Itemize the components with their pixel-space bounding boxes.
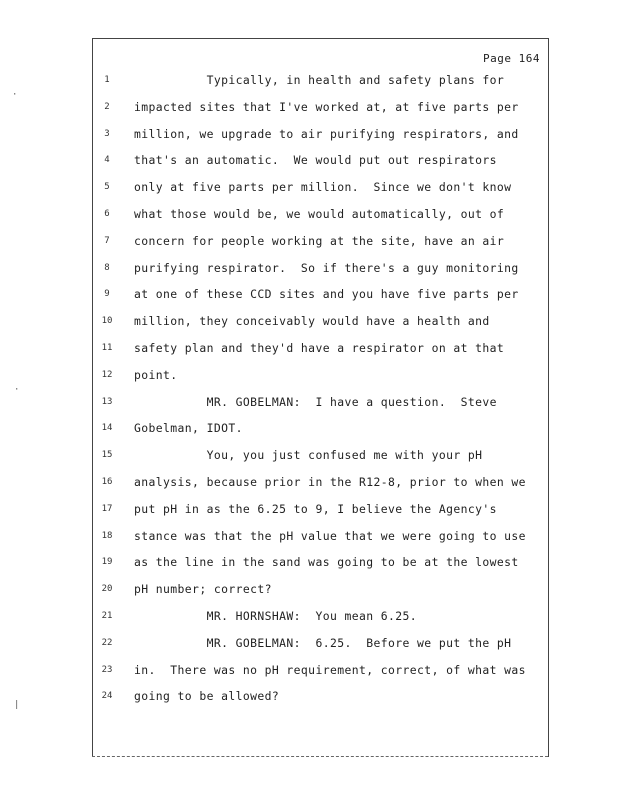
line-number: 15	[101, 450, 113, 461]
line-text: impacted sites that I've worked at, at five parts per	[134, 99, 519, 114]
transcript-line	[92, 127, 547, 143]
line-number: 20	[101, 584, 113, 595]
line-text: MR. GOBELMAN: 6.25. Before we put the pH	[134, 635, 512, 650]
transcript-line	[92, 234, 547, 250]
line-number: 5	[104, 182, 110, 193]
transcript-line	[92, 287, 547, 303]
transcript-line	[92, 395, 547, 411]
transcript-line	[92, 100, 547, 116]
line-text: stance was that the pH value that we were going to use	[134, 528, 526, 543]
transcript-line	[92, 502, 547, 518]
line-number: 10	[101, 316, 113, 327]
transcript-line	[92, 448, 547, 464]
transcript-line	[92, 636, 547, 652]
transcript-line	[92, 368, 547, 384]
line-text: MR. GOBELMAN: I have a question. Steve	[134, 394, 497, 409]
line-text: analysis, because prior in the R12-8, prior to when we	[134, 475, 526, 489]
transcript-line	[92, 689, 547, 705]
line-number: 22	[101, 637, 113, 648]
transcript-line	[92, 341, 547, 357]
line-number: 6	[104, 209, 110, 219]
line-number: 7	[104, 235, 110, 246]
transcript-line	[92, 609, 547, 625]
line-number: 21	[101, 611, 113, 621]
margin-speck: ·	[12, 90, 18, 100]
transcript-line	[92, 555, 547, 571]
line-text: million, we upgrade to air purifying respirators, and	[134, 126, 519, 141]
transcript-line	[92, 180, 547, 196]
line-text: going to be allowed?	[134, 689, 280, 704]
line-text: in. There was no pH requirement, correct, of what was	[134, 662, 526, 677]
line-number: 2	[104, 101, 110, 112]
line-text: put pH in as the 6.25 to 9, I believe the Agency's	[134, 501, 497, 516]
transcript-line	[92, 73, 547, 89]
line-text: at one of these CCD sites and you have five parts per	[134, 287, 519, 302]
transcript-line	[92, 421, 547, 437]
line-text: Typically, in health and safety plans for	[134, 73, 505, 87]
line-text: purifying respirator. So if there's a guy monitoring	[134, 260, 519, 275]
page-number: Page 164	[483, 52, 540, 65]
footer-rule	[92, 756, 548, 757]
transcript-line	[92, 207, 547, 223]
line-number: 11	[101, 343, 113, 353]
transcript-line	[92, 261, 547, 277]
transcript-line	[92, 314, 547, 330]
line-number: 8	[104, 262, 110, 273]
margin-speck: ·	[14, 385, 20, 395]
line-number: 12	[101, 369, 113, 380]
transcript-line	[92, 529, 547, 545]
line-text: million, they conceivably would have a health and	[134, 314, 490, 329]
line-text: point.	[134, 367, 178, 382]
line-number: 18	[101, 530, 113, 541]
margin-speck: |	[14, 700, 20, 710]
line-number: 13	[101, 396, 113, 407]
line-number: 14	[101, 423, 113, 434]
line-text: concern for people working at the site, have an air	[134, 233, 505, 248]
line-number: 3	[104, 128, 110, 139]
line-text: what those would be, we would automatically, out of	[134, 207, 505, 221]
line-number: 1	[104, 75, 110, 85]
line-number: 4	[104, 155, 110, 166]
line-text: that's an automatic. We would put out respirators	[134, 153, 497, 168]
line-number: 16	[101, 477, 113, 487]
line-text: safety plan and they'd have a respirator on at that	[134, 341, 505, 355]
transcript-line	[92, 663, 547, 679]
transcript-line	[92, 153, 547, 169]
transcript-line	[92, 582, 547, 598]
line-text: pH number; correct?	[134, 582, 272, 597]
line-text: as the line in the sand was going to be at the lowest	[134, 555, 519, 570]
line-text: MR. HORNSHAW: You mean 6.25.	[134, 609, 418, 623]
line-number: 9	[104, 289, 110, 300]
line-text: You, you just confused me with your pH	[134, 448, 483, 463]
line-number: 24	[101, 691, 113, 702]
line-text: Gobelman, IDOT.	[134, 421, 243, 436]
transcript-line	[92, 475, 547, 491]
line-number: 23	[101, 664, 113, 675]
line-number: 17	[101, 503, 113, 514]
line-number: 19	[101, 557, 113, 568]
line-text: only at five parts per million. Since we don't know	[134, 180, 512, 195]
